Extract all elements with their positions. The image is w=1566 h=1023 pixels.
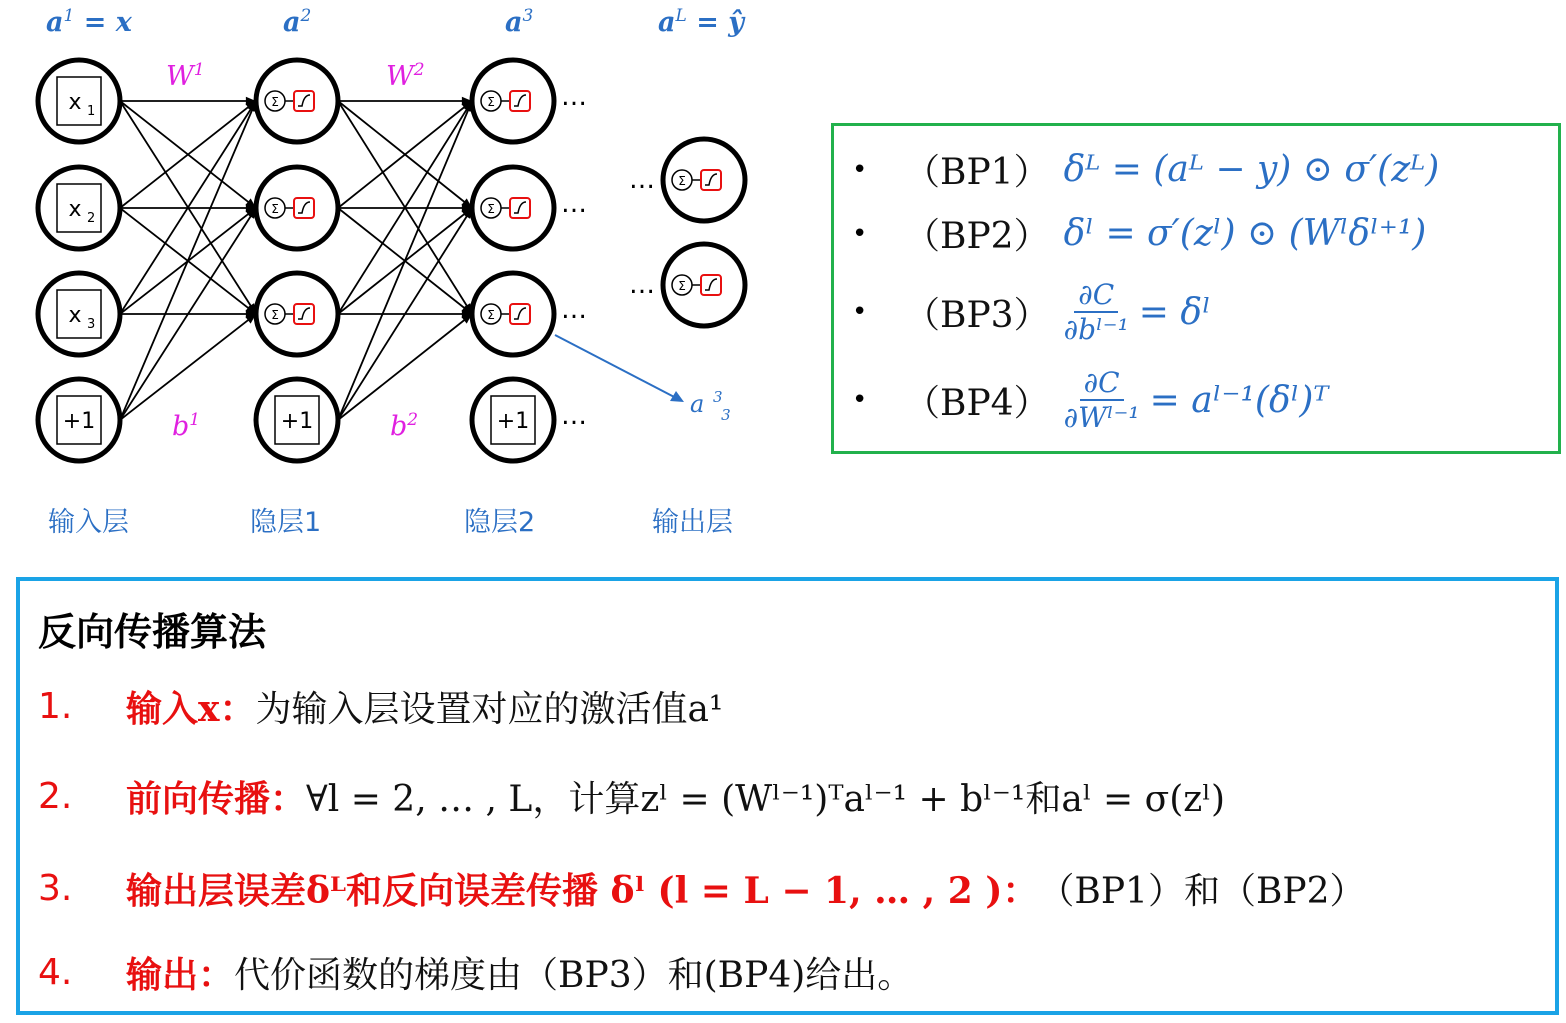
label-hidden2-activation: $a^3$ (505, 6, 534, 38)
node-label: x (68, 90, 82, 115)
weight-label-w2: $W^2$ (386, 60, 425, 92)
bias-node-input (38, 379, 120, 461)
bias-node-hidden2 (472, 379, 554, 461)
node-label: x (68, 303, 82, 328)
bp-equations-box (831, 123, 1561, 454)
sum-symbol: Σ (271, 95, 279, 109)
bp4-row (852, 366, 1329, 434)
bp4-denominator: ∂Wˡ⁻¹ (1063, 401, 1140, 434)
bp4-name: （BP4） (904, 382, 1050, 424)
input-node (38, 60, 120, 142)
bias-label-b2: $b^2$ (390, 410, 419, 442)
output-annotation-sub: 3 (721, 406, 731, 424)
ellipsis: … (629, 165, 655, 195)
hidden2-neuron (472, 273, 554, 355)
layer-name-hidden2: 隐层2 (464, 507, 536, 538)
bp3-denominator: ∂bˡ⁻¹ (1063, 313, 1129, 346)
sum-symbol: Σ (678, 279, 686, 293)
step-text: （BP1）和（BP2） (1038, 871, 1366, 912)
output-annotation-arrow (555, 335, 680, 400)
output-annotation-sup: 3 (712, 388, 723, 406)
algorithm-step-4 (38, 947, 913, 998)
bias-label-b1: $b^1$ (172, 410, 201, 442)
output-neuron (663, 244, 745, 326)
step-number: 2. (38, 776, 73, 817)
node-label: +1 (280, 409, 314, 434)
bp1-equation: δᴸ = (aᴸ − y) ⊙ σ′(zᴸ) (1063, 149, 1440, 190)
sum-symbol: Σ (487, 308, 495, 322)
bp2-name: （BP2） (904, 216, 1050, 257)
sum-symbol: Σ (271, 202, 279, 216)
input-node (38, 273, 120, 355)
bp3-rhs: = δˡ (1138, 291, 1211, 333)
sum-symbol: Σ (487, 202, 495, 216)
connection-line (338, 101, 472, 420)
output-neuron (663, 139, 745, 221)
output-annotation-label: a $^3$ 3 (690, 388, 731, 424)
connection-line (120, 101, 256, 420)
sum-symbol: Σ (678, 174, 686, 188)
ellipsis: … (561, 82, 587, 112)
bullet: • (852, 154, 868, 185)
bp2-equation: δˡ = σ′(zˡ) ⊙ (Wˡδˡ⁺¹) (1063, 213, 1427, 254)
algorithm-step-3 (38, 863, 1366, 914)
label-hidden1-activation: $a^2$ (283, 6, 312, 38)
node-subscript: 1 (87, 104, 96, 119)
step-heading: 输入x： (126, 688, 256, 730)
layer-name-hidden1: 隐层1 (250, 507, 322, 538)
step-heading: 输出： (126, 954, 235, 996)
bp1-name: （BP1） (904, 152, 1050, 193)
ellipsis: … (561, 295, 587, 325)
step-heading: 前向传播： (126, 778, 307, 820)
hidden1-neuron (256, 167, 338, 249)
step-heading: 输出层误差δᴸ和反向误差传播 δˡ (l = L − 1, … , 2 )： (126, 870, 1039, 912)
node-label: +1 (496, 409, 530, 434)
step-text: 代价函数的梯度由（BP3）和(BP4)给出。 (234, 955, 914, 996)
label-output-activation: $a^L$ = ŷ (658, 6, 744, 38)
bp3-name: （BP3） (904, 294, 1050, 336)
label-input-activation: $a^1 = x$ (46, 6, 132, 38)
sum-symbol: Σ (271, 308, 279, 322)
node-subscript: 2 (87, 211, 96, 226)
hidden1-neuron (256, 60, 338, 142)
hidden1-neuron (256, 273, 338, 355)
bullet: • (852, 385, 868, 415)
hidden2-neuron (472, 167, 554, 249)
weight-label-w1: $W^1$ (166, 60, 205, 92)
algorithm-box (16, 577, 1559, 1015)
algorithm-title: 反向传播算法 (38, 609, 267, 654)
sum-symbol: Σ (487, 95, 495, 109)
step-text: 为输入层设置对应的激活值a¹ (255, 689, 724, 730)
node-label: +1 (62, 409, 96, 434)
algorithm-step-2 (38, 771, 1225, 822)
layer-name-input: 输入层 (48, 507, 129, 538)
bullet: • (852, 218, 868, 249)
bp4-fraction (1064, 366, 1140, 434)
node-label: x (68, 197, 82, 222)
ellipsis: … (629, 270, 655, 300)
connection-line (338, 314, 472, 420)
ellipsis: … (561, 189, 587, 219)
ellipsis: … (561, 401, 587, 431)
node-subscript: 3 (87, 317, 96, 332)
bullet: • (852, 297, 868, 327)
bp2-row (852, 208, 1426, 259)
algorithm-step-1 (38, 681, 723, 732)
bp3-row (852, 278, 1211, 346)
step-number: 4. (38, 952, 73, 993)
step-text: ∀l = 2, … , L，计算zˡ = (Wˡ⁻¹)ᵀaˡ⁻¹ + bˡ⁻¹和aˡ = σ(zˡ) (306, 779, 1225, 820)
input-node (38, 167, 120, 249)
bias-node-hidden1 (256, 379, 338, 461)
step-number: 3. (38, 868, 73, 909)
bp3-fraction (1064, 278, 1129, 346)
connection-line (120, 314, 256, 420)
bp3-numerator: ∂C (1074, 278, 1118, 313)
bp1-row (852, 144, 1439, 195)
network-connections (120, 97, 472, 420)
step-number: 1. (38, 686, 73, 727)
layer-name-output: 输出层 (652, 507, 733, 538)
hidden2-neuron (472, 60, 554, 142)
bp4-rhs: = aˡ⁻¹(δˡ)ᵀ (1149, 379, 1329, 421)
bp4-numerator: ∂C (1080, 366, 1124, 401)
